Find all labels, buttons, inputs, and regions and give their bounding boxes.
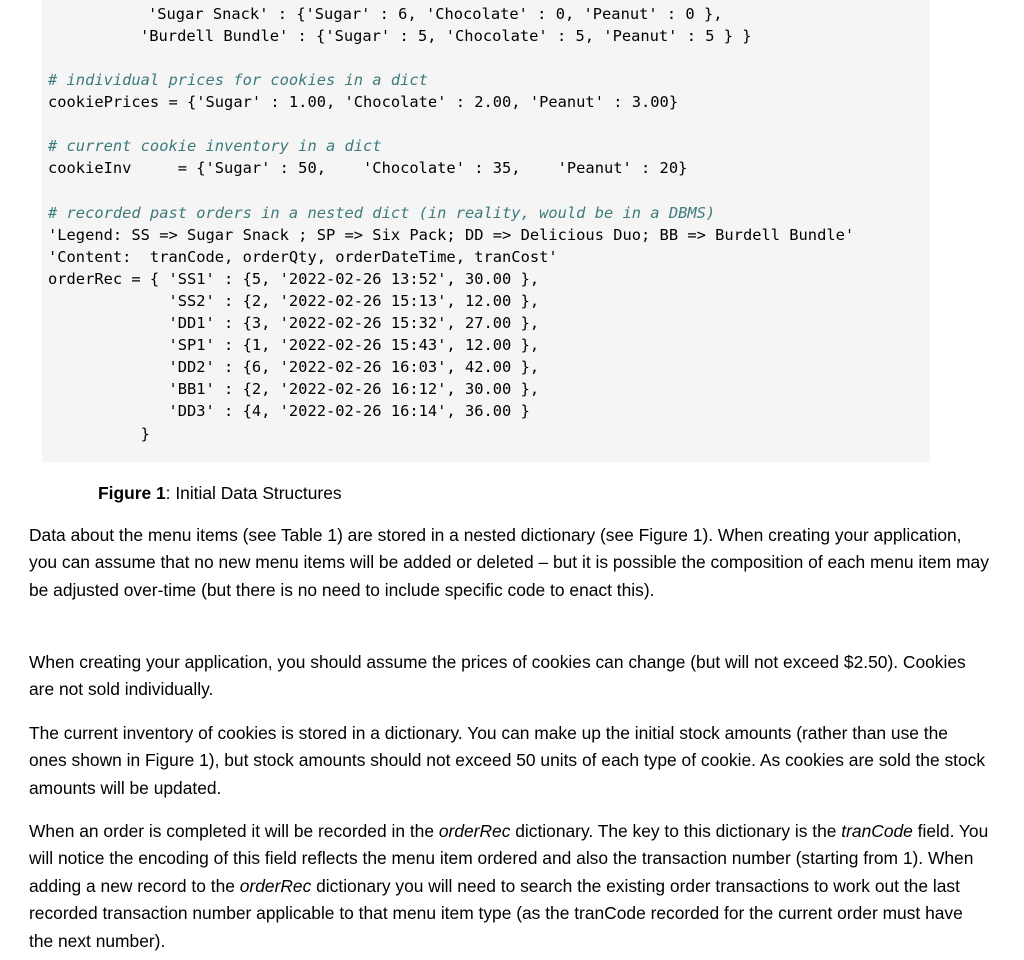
code-line-closing-brace: } <box>48 425 150 443</box>
code-line-order-rec-1: 'SS2' : {2, '2022-02-26 15:13', 12.00 }, <box>48 292 540 310</box>
code-line-order-rec-3: 'SP1' : {1, '2022-02-26 15:43', 12.00 }, <box>48 336 540 354</box>
code-block <box>42 0 930 462</box>
code-line-cookie-prices: cookiePrices = {'Sugar' : 1.00, 'Chocolate' : 2.00, 'Peanut' : 3.00} <box>48 93 679 111</box>
paragraph-prices: When creating your application, you should assume the prices of cookies can change (but will not exceed $2.50). Cookies are not sold individually. <box>29 652 966 700</box>
paragraph-order-record-trancode: tranCode <box>841 821 913 841</box>
code-line-legend: 'Legend: SS => Sugar Snack ; SP => Six Pack; DD => Delicious Duo; BB => Burdell Bundle' <box>48 226 855 244</box>
paragraph-order-record-text-c: dictionary. The key to this dictionary is the <box>510 821 842 841</box>
figure-caption <box>98 481 342 505</box>
paragraph-order-record-text-g: dictionary you will need to search the existing order transactions to work out the last recorded transaction number applicable to that menu item type (as the tranCode recorded for the current order must have the next number). <box>29 875 963 951</box>
code-line-order-rec-5: 'BB1' : {2, '2022-02-26 16:12', 30.00 }, <box>48 380 540 398</box>
code-line-cookie-inv: cookieInv = {'Sugar' : 50, 'Chocolate' : 35, 'Peanut' : 20} <box>48 159 688 177</box>
paragraph-order-record-text-e: field. You will notice the encoding of this field reflects the menu item ordered and also the transaction number (starting from 1). When adding a new record to the <box>29 821 989 896</box>
code-comment-inventory: # current cookie inventory in a dict <box>48 137 382 155</box>
paragraph-inventory: The current inventory of cookies is stored in a dictionary. You can make up the initial stock amounts (rather than use the ones shown in Figure 1), but stock amounts should not exceed 50 units of each type of cookie. As cookies are sold the stock amounts will be updated. <box>29 723 986 798</box>
paragraph-order-record-orderrec-1: orderRec <box>438 821 511 841</box>
code-line-order-rec-6: 'DD3' : {4, '2022-02-26 16:14', 36.00 } <box>48 402 530 420</box>
code-comment-orders: # recorded past orders in a nested dict (in reality, would be in a DBMS) <box>48 204 716 222</box>
figure-caption-label: Figure 1 <box>98 483 166 503</box>
paragraph-menu-items: Data about the menu items (see Table 1) are stored in a nested dictionary (see Figure 1). When creating your application, you can assume that no new menu items will be added or deleted – but it is possible the composition of each menu item may be adjusted over-time (but there is no need to include specific code to enact this). <box>29 525 989 600</box>
figure-caption-text: : Initial Data Structures <box>165 483 342 503</box>
code-line-order-rec-4: 'DD2' : {6, '2022-02-26 16:03', 42.00 }, <box>48 358 540 376</box>
code-line-content: 'Content: tranCode, orderQty, orderDateTime, tranCost' <box>48 248 558 266</box>
code-line-order-rec-2: 'DD1' : {3, '2022-02-26 15:32', 27.00 }, <box>48 314 540 332</box>
paragraph-order-record-orderrec-2: orderRec <box>239 875 312 896</box>
code-line-sugar-snack: 'Sugar Snack' : {'Sugar' : 6, 'Chocolate' : 0, 'Peanut' : 0 }, <box>148 5 723 23</box>
code-line-burdell-bundle: 'Burdell Bundle' : {'Sugar' : 5, 'Chocolate' : 5, 'Peanut' : 5 } } <box>140 27 752 45</box>
code-line-order-rec-0: orderRec = { 'SS1' : {5, '2022-02-26 13:52', 30.00 }, <box>48 270 540 288</box>
paragraph-order-record <box>29 818 989 955</box>
paragraph-order-record-text-a: When an order is completed it will be recorded in the <box>29 821 439 841</box>
code-comment-prices: # individual prices for cookies in a dict <box>48 71 428 89</box>
